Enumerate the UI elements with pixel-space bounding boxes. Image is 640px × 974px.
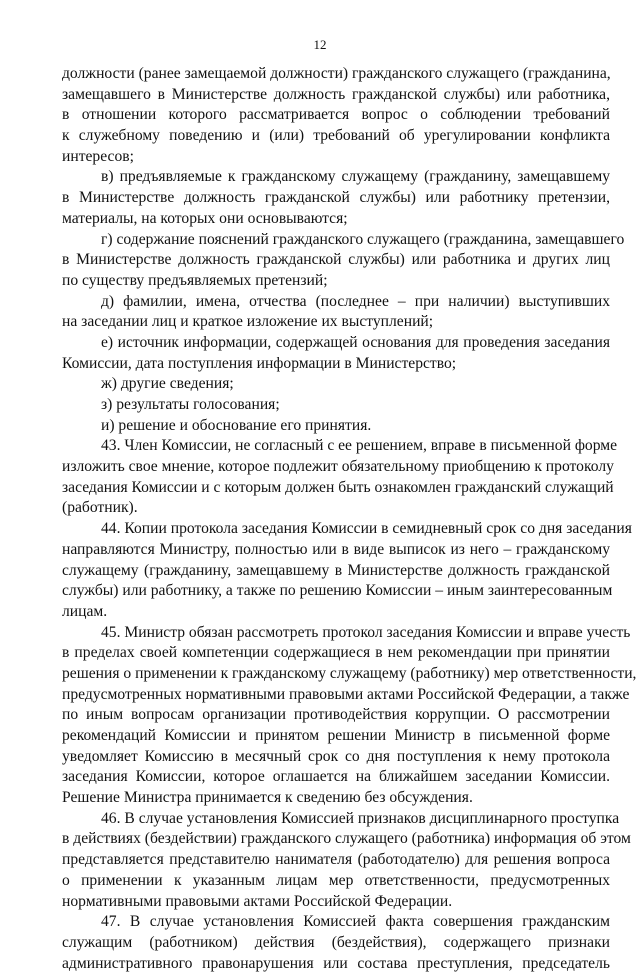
text-line: д) фамилии, имена, отчества (последнее – при наличии) выступивших (101, 292, 610, 310)
text-line: заседания Комиссии, которое оглашается на ближайшем заседании Комиссии. (62, 768, 610, 786)
document-body (62, 64, 637, 974)
text-line: уведомляет Комиссию в месячный срок со дня поступления к нему протокола (62, 747, 610, 765)
text-line: служащему (гражданину, замещавшему в Министерстве должность гражданской (62, 561, 610, 579)
text-line: предусмотренных нормативными правовыми актами Российской Федерации, а также (62, 685, 630, 703)
text-line: направляются Министру, полностью или в виде выписок из него – гражданскому (62, 540, 610, 558)
text-line: 45. Министр обязан рассмотреть протокол заседания Комиссии и вправе учесть (101, 623, 631, 641)
text-line: замещавшего в Министерстве должность гражданской службы) или работника, (62, 85, 610, 103)
text-line: з) результаты голосования; (101, 396, 280, 413)
text-line: должности (ранее замещаемой должности) гражданского служащего (гражданина, (62, 65, 611, 82)
text-line: служащим (работником) действия (бездействия), содержащего признаки (62, 933, 610, 951)
text-line: ж) другие сведения; (101, 375, 234, 393)
text-line: о применении к указанным лицам мер ответственности, предусмотренных (62, 871, 610, 889)
text-line: к служебному поведению и (или) требований об урегулировании конфликта (62, 127, 610, 145)
text-line: 44. Копии протокола заседания Комиссии в семидневный срок со дня заседания (101, 520, 632, 538)
text-line: нормативными правовыми актами Российской Федерации. (62, 892, 453, 910)
text-line: е) источник информации, содержащей основания для проведения заседания (101, 333, 610, 351)
text-line: в пределах своей компетенции содержащиеся в нем рекомендации при принятии (62, 644, 610, 662)
text-line: по существу предъявляемых претензий; (62, 271, 328, 289)
text-line: лицам. (62, 602, 108, 620)
text-line: 46. В случае установления Комиссией признаков дисциплинарного проступка (101, 809, 620, 827)
text-line: в) предъявляемые к гражданскому служащему (гражданину, замещавшему (101, 168, 610, 186)
text-line: в действиях (бездействии) гражданского служащего (работника) информация об этом (62, 830, 631, 848)
text-line: представляется представителю нанимателя (работодателю) для решения вопроса (62, 851, 610, 869)
text-line: в отношении которого рассматривается вопрос о соблюдении требований (62, 106, 610, 124)
text-line: административного правонарушения или состава преступления, председатель (62, 954, 610, 972)
text-line: материалы, на которых они основываются; (62, 209, 348, 227)
text-line: по иным вопросам организации противодействия коррупции. О рассмотрении (62, 706, 610, 724)
text-line: рекомендаций Комиссии и принятом решении Министр в письменной форме (62, 727, 610, 744)
page-number: 12 (313, 37, 327, 52)
text-line: г) содержание пояснений гражданского служащего (гражданина, замещавшего (101, 230, 625, 248)
text-line: Решение Министра принимается к сведению без обсуждения. (62, 789, 473, 807)
text-line: заседания Комиссии и с которым должен быть ознакомлен гражданский служащий (62, 478, 614, 496)
text-line: службы) или работнику, а также по решению Комиссии – иным заинтересованным (62, 582, 613, 600)
text-line: интересов; (62, 147, 134, 165)
text-line: (работник). (62, 499, 138, 517)
text-line: на заседании лиц и краткое изложение их выступлений; (62, 313, 434, 331)
text-line: 47. В случае установления Комиссией факта совершения гражданским (101, 913, 610, 931)
text-line: в Министерстве должность гражданской службы) или работника и других лиц (62, 251, 610, 269)
text-line: Комиссии, дата поступления информации в Министерство; (62, 354, 457, 372)
text-line: в Министерстве должность гражданской службы) или работнику претензии, (62, 189, 610, 207)
text-line: изложить свое мнение, которое подлежит обязательному приобщению к протоколу (62, 458, 614, 476)
text-line: и) решение и обоснование его принятия. (101, 416, 372, 434)
text-line: решения о применении к гражданскому служащему (работнику) мер ответственности, (62, 664, 637, 682)
text-line: 43. Член Комиссии, не согласный с ее решением, вправе в письменной форме (101, 437, 618, 455)
